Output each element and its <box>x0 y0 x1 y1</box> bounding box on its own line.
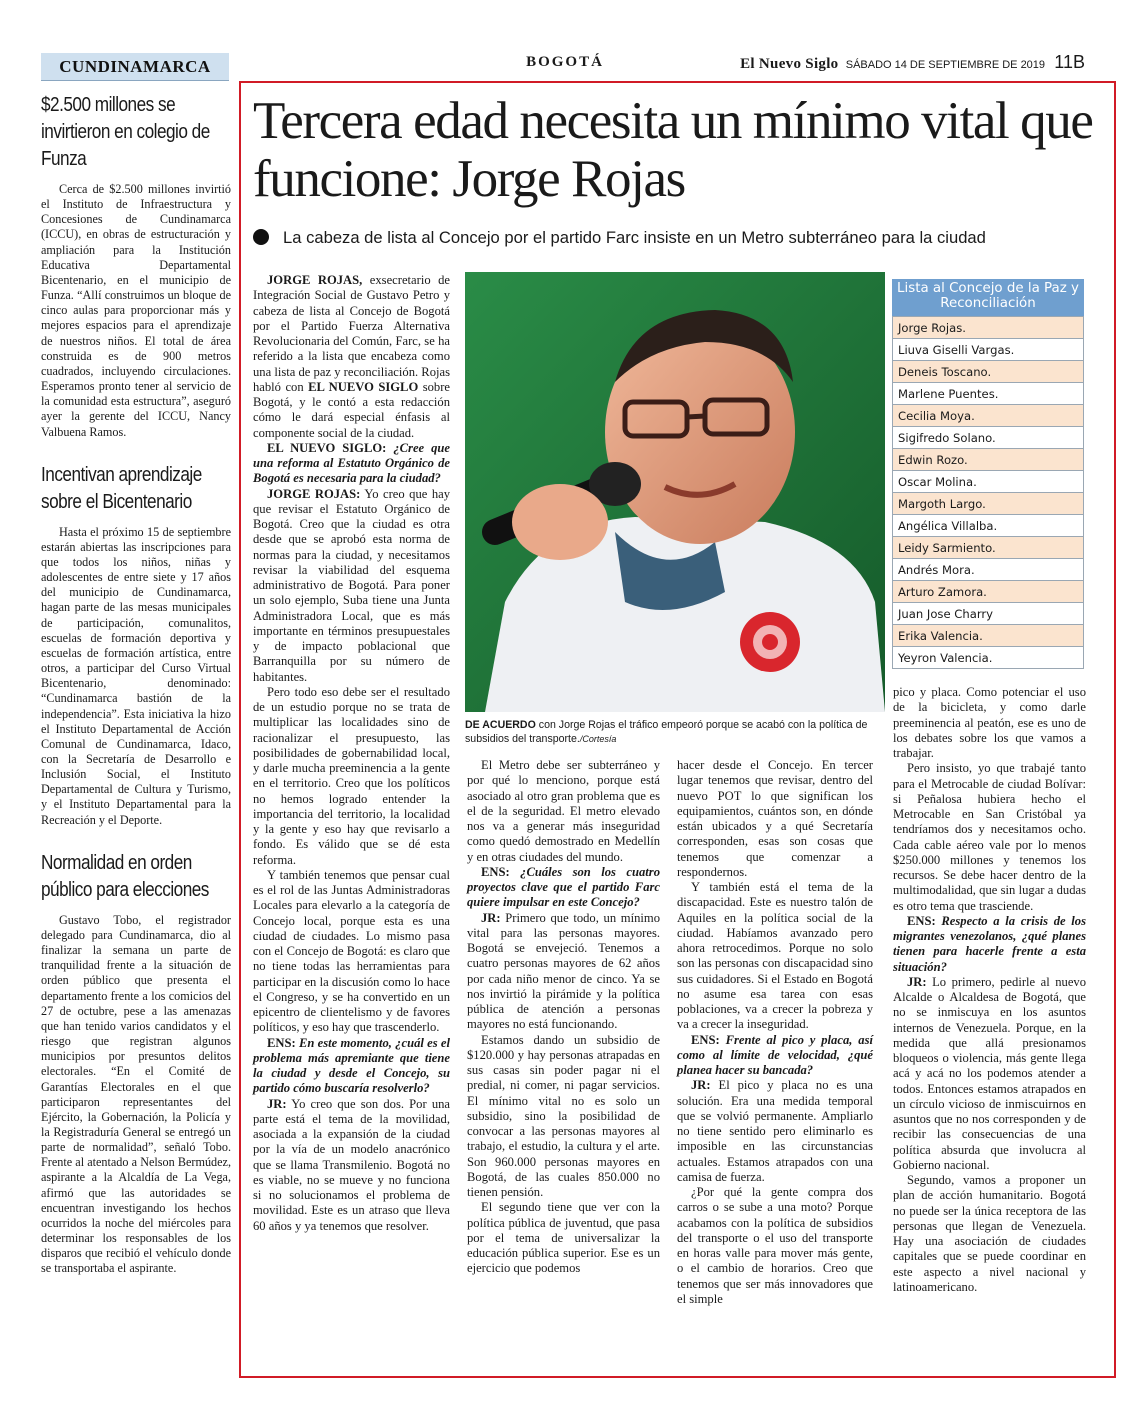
paragraph: El Metro debe ser subterráneo y por qué lo menciono, porque está asociado al otro gran problema que es el de la seguridad. El metro elevado nos va a generar más inseguridad como quedó demostrado en Medellín y en otras ciudades del mundo. <box>467 758 660 864</box>
list-item <box>893 515 1084 537</box>
caption-lead: DE ACUERDO <box>465 719 536 731</box>
list-item <box>893 625 1084 647</box>
brief-bicentenario <box>41 462 231 828</box>
candidate-name: Angélica Villalba. <box>893 515 1084 537</box>
paragraph: Segundo, vamos a proponer un plan de acción humanitario. Bogotá no puede ser la única receptora de las personas que llegan de Venezuela. Hay una asociación de ciudades capitales que se puede coordinar en este aspecto a nivel nacional y latinoamericano. <box>893 1173 1086 1294</box>
issue-date: SÁBADO 14 DE SEPTIEMBRE DE 2019 <box>845 59 1046 71</box>
candidate-list-box <box>892 279 1084 669</box>
article-column-1 <box>253 273 450 1234</box>
brief-body: Cerca de $2.500 millones invirtió el Instituto de Infraestructura y Concesiones de Cundinamarca (ICCU), en obras de estructuración y ampliación para la Institución Educativa Departamental Bicentenario, en el municipio de Funza. “Allí construimos un bloque de cinco aulas para proporcionar más y mejores espacios para el aprendizaje de nuestros niños. El total de área construida es de 900 metros cuadrados, incluyendo circulaciones. Esperamos pronto tener al servicio de la comunidad esta estructura”, aseguró ayer la gerente del ICCU, Nancy Valbuena Ramos. <box>41 182 231 439</box>
answer-2 <box>253 1097 450 1234</box>
speaker-label: JR: <box>907 974 927 989</box>
answer-text: El pico y placa no es una solución. Era una medida temporal que se volvió permanente. Ampliarlo no tiene sentido pero eliminarlo es imposible en las circunstancias actuales. Estamos atrapados con una camisa de fuerza. <box>677 1078 873 1184</box>
brief-funza <box>41 92 231 440</box>
candidate-list-title: Lista al Concejo de la Paz y Reconciliación <box>892 279 1084 316</box>
paragraph: pico y placa. Como potenciar el uso de la bicicleta, y como darle preeminencia al peatón, ese es uno de los debates sobre los que vamos a trabajar. <box>893 685 1086 760</box>
article-subhead <box>253 228 1103 248</box>
answer-5 <box>893 975 1086 1173</box>
speaker-label: ENS: <box>481 864 510 879</box>
list-item <box>893 603 1084 625</box>
brief-title: Normalidad en orden público para elecciones <box>41 851 209 901</box>
speaker-label: JR: <box>267 1096 287 1111</box>
speaker-label: ENS: <box>267 1035 296 1050</box>
list-item <box>893 471 1084 493</box>
answer-text: Lo primero, pedirle al nuevo Alcalde o Alcaldesa de Bogotá, que no se inmiscuya en los asuntos internos de Venezuela. Porque, en la medida que allá presionamos bloqueos o violencia, más gente llega acá y acá no los podemos atender a todos. Entonces estamos atrapados en un círculo vicioso de inmiscuirnos en asuntos que no nos corresponden y de recibir las consecuencias de una política absurda que involucra al Gobierno nacional. <box>893 974 1086 1172</box>
news-briefs-column <box>41 92 231 1289</box>
question-text: ¿Cree que una reforma al Estatuto Orgánico de Bogotá es necesaria para la ciudad? <box>253 440 450 486</box>
list-item <box>893 317 1084 339</box>
question-1 <box>253 441 450 487</box>
paragraph: Estamos dando un subsidio de $120.000 y hay personas atrapadas en sus casas sin poder pagar ni el predial, ni comer, ni pagar servicios. El mínimo vital no es solo un subsidio, sino la posibilidad de convocar a las personas mayores al trabajo, el estudio, la cultura y el arte. Son 960.000 personas mayores en Bogotá, de las cuales 850.000 no tienen pensión. <box>467 1032 660 1199</box>
question-5 <box>893 914 1086 975</box>
paragraph: Pero todo eso debe ser el resultado de un estudio porque no se trata de multiplicar las localidades sino de racionalizar el presupuesto, las posibilidades de gobernabilidad local, y darle mucha preeminencia a la gente en el territorio. Creo que los políticos no hemos logrado entender la importancia del territorio, la localidad y la gente y eso hay que revisarlo a fondo. Es válido que se dé esta reforma. <box>253 684 450 867</box>
list-item <box>893 339 1084 361</box>
candidate-name: Yeyron Valencia. <box>893 647 1084 669</box>
article-column-2 <box>467 758 660 1277</box>
speaker-label: ENS: <box>907 913 936 928</box>
candidate-name: Andrés Mora. <box>893 559 1084 581</box>
speaker-label: ENS: <box>691 1032 720 1047</box>
page-number: 11B <box>1054 52 1085 72</box>
section-center-label: BOGOTÁ <box>526 54 604 70</box>
answer-1 <box>253 487 450 685</box>
brief-title: $2.500 millones se invirtieron en colegio de Funza <box>41 94 210 170</box>
list-item <box>893 361 1084 383</box>
candidate-name: Cecilia Moya. <box>893 405 1084 427</box>
answer-text: Primero que todo, un mínimo vital para las personas mayores. Bogotá se envejeció. Tenemos a cuatro personas mayores de 62 años por cada niño menor de cinco. Ya se nos invirtió la pirámide y la política pública de atención a personas mayores no está funcionando. <box>467 910 660 1032</box>
article-headline: Tercera edad necesita un mínimo vital que funcione: Jorge Rojas <box>253 92 1093 208</box>
photo-caption <box>465 718 885 746</box>
candidate-name: Liuva Giselli Vargas. <box>893 339 1084 361</box>
subhead-text: La cabeza de lista al Concejo por el partido Farc insiste en un Metro subterráneo para la ciudad <box>283 228 986 247</box>
list-item <box>893 493 1084 515</box>
question-3 <box>467 865 660 911</box>
answer-text: Yo creo que son dos. Por una parte está el tema de la movilidad, asociada a la expansión de la ciudad por la vía de un modelo anacrónico que se llama Transmilenio. Bogotá no es viable, no se mueve y no funciona si no solucionamos el problema de movilidad. Este es un atraso que lleva 60 años y ya tenemos que resolver. <box>253 1096 450 1233</box>
answer-text: Yo creo que hay que revisar el Estatuto Orgánico de Bogotá. Creo que la ciudad es otra desde que se aprobó esta norma de normas para la ciudad, y necesitamos revisar la viabilidad del esquema administrativo de Bogotá. Para poner un solo ejemplo, Suba tiene una Junta Administradora Local, que es más importante en términos presupuestales y de impacto poblacional que Barranquilla por su número de habitantes. <box>253 486 451 684</box>
masthead <box>740 52 1085 73</box>
answer-4 <box>677 1078 873 1185</box>
paragraph: Pero insisto, yo que trabajé tanto para el Metrocable de ciudad Bolívar: si Peñalosa hubiera hecho el Metrocable en San Cristóbal ya tendríamos dos y necesitamos ocho. Cada cable aéreo vale por lo menos $250.000 millones y tenemos los recursos. Se debe hacer dentro de la multimodalidad, que sin lugar a dudas es otro tema que trasciende. <box>893 761 1086 913</box>
paragraph: hacer desde el Concejo. En tercer lugar tenemos que revisar, dentro del nuevo POT lo que significan los equipamientos, cuántos son, en dónde están ubicados y a qué Secretaría corresponden, esas son cosas que tenemos que comenzar a respondernos. <box>677 758 873 879</box>
article-column-4 <box>893 685 1086 1295</box>
candidate-name: Deneis Toscano. <box>893 361 1084 383</box>
list-item <box>893 559 1084 581</box>
photo-credit: /Cortesía <box>579 734 617 744</box>
question-text: ¿Cuáles son los cuatro proyectos clave que el partido Farc quiere impulsar en este Concejo? <box>467 864 660 910</box>
speaker-label: JORGE ROJAS: <box>267 486 361 501</box>
section-tag: CUNDINAMARCA <box>41 53 229 81</box>
brief-elecciones <box>41 850 231 1277</box>
brief-title: Incentivan aprendizaje sobre el Bicentenario <box>41 463 202 513</box>
list-item <box>893 581 1084 603</box>
caption-text: con Jorge Rojas el tráfico empeoró porque se acabó con la política de subsidios del transporte. <box>465 719 868 745</box>
candidate-name: Oscar Molina. <box>893 471 1084 493</box>
candidate-name: Edwin Rozo. <box>893 449 1084 471</box>
question-text: En este momento, ¿cuál es el problema más apremiante que tiene la ciudad y desde el Concejo, su partido cómo buscaría resolverlo? <box>253 1035 450 1096</box>
newspaper-name: El Nuevo Siglo <box>740 56 839 72</box>
speaker-label: JR: <box>481 910 501 925</box>
speaker-label: JR: <box>691 1078 711 1093</box>
list-item <box>893 449 1084 471</box>
brief-body: Hasta el próximo 15 de septiembre estarán abiertas las inscripciones para que todos los niños, niñas y adolescentes de entre siete y 17 años del municipio de Cundinamarca, hagan parte de las mesas municipales de participación, comunalitos, escuelas de formación deportiva y escuelas de formación artística, entre otros, a participar del Curso Virtual Bicentenario, denominado: “Cundinamarca bastión de la independencia”. Esta iniciativa la hizo el Instituto Departamental de Acción Comunal de Cundinamarca, Idaco, con la Secretaría de Desarrollo e Inclusión Social, el Instituto Departamental de Cultura y Turismo, y el Instituto Departamental para la Recreación y el Deporte. <box>41 524 231 827</box>
question-4 <box>677 1033 873 1079</box>
list-item <box>893 427 1084 449</box>
lead-end: sobre Bogotá, y le contó a esta redacción cómo le dará especial énfasis al componente social de la ciudad. <box>253 379 450 440</box>
article-column-3 <box>677 758 873 1307</box>
list-item <box>893 537 1084 559</box>
list-item <box>893 405 1084 427</box>
candidate-name: Margoth Largo. <box>893 493 1084 515</box>
lead-paragraph <box>253 273 450 441</box>
candidate-name: Marlene Puentes. <box>893 383 1084 405</box>
list-item <box>893 383 1084 405</box>
candidate-name: Jorge Rojas. <box>893 317 1084 339</box>
portrait-illustration <box>465 272 885 712</box>
candidate-name: Leidy Sarmiento. <box>893 537 1084 559</box>
list-item <box>893 647 1084 669</box>
article-photo <box>465 272 885 712</box>
question-text: Frente al pico y placa, así como al límite de velocidad, ¿qué planea hacer su bancada? <box>677 1032 873 1077</box>
candidate-name: Erika Valencia. <box>893 625 1084 647</box>
question-2 <box>253 1036 450 1097</box>
answer-3 <box>467 911 660 1033</box>
lead-paper: EL NUEVO SIGLO <box>308 379 419 394</box>
candidate-name: Arturo Zamora. <box>893 581 1084 603</box>
lead-name: JORGE ROJAS, <box>267 273 363 287</box>
brief-body: Gustavo Tobo, el registrador delegado para Cundinamarca, dio al finalizar la semana un parte de tranquilidad frente a la situación de orden público que presenta el departamento frente a los comicios del 27 de octubre, pese a las amenazas que han tenido varios candidatos y el riesgo que registran algunos municipios por presuntos delitos electorales. “En el Comité de Garantías Electorales en el que participaron representantes del Ejército, la Gobernación, la Policía y la Registraduría General se entregó un parte de normalidad”, señaló Tobo. Frente al atentado a Nelson Bermúdez, aspirante a la Alcaldía de La Vega, afirmó que las autoridades se encuentran investigando los hechos ocurridos la noche del miércoles para determinar los responsables de los disparos que recibió el vehículo donde se transportaba el aspirante. <box>41 912 231 1276</box>
candidate-name: Sigifredo Solano. <box>893 427 1084 449</box>
candidate-list-table <box>892 316 1084 669</box>
lead-text: exsecretario de Integración Social de Gustavo Petro y cabeza de lista al Concejo de Bogotá por el Partido Fuerza Alternativa Revolucionaria del Común, Farc, se ha referido a la lista que encabeza como una lista de paz y reconciliación. Rojas habló con <box>253 273 451 394</box>
paragraph: Y también está el tema de la discapacidad. Este es nuestro talón de Aquiles en la política social de la ciudad. Habíamos avanzado pero ahora retrocedimos. Porque no solo son las personas con discapacidad sino sus cuidadores. Si el Estado en Bogotá no asume esa tarea con esas poblaciones, va a crecer la pobreza y va a crecer la inseguridad. <box>677 880 873 1032</box>
paragraph: El segundo tiene que ver con la política pública de juventud, que pasa por el tema de universalizar la educación pública superior. Ese es un ejercicio que podemos <box>467 1200 660 1276</box>
paragraph: Y también tenemos que pensar cual es el rol de las Juntas Administradoras Locales para elevarlo a la categoría de Concejo local, porque esta es una ciudad de ciudades. Lo mismo pasa con el Concejo de Bogotá: es claro que no tiene todas las herramientas para participar en la discusión como lo hace el Congreso, y se ha convertido en un epicentro de clientelismo y de favores políticos, y eso hay que trascenderlo. <box>253 867 450 1035</box>
paragraph: ¿Por qué la gente compra dos carros o se sube a una moto? Porque acabamos con la política de subsidios del transporte o el uso del transporte en horas valle para mover más gente, o el cambio de horarios. Creo que tenemos que ser más innovadores que el simple <box>677 1185 873 1306</box>
speaker-label: EL NUEVO SIGLO: <box>267 440 387 455</box>
question-text: Respecto a la crisis de los migrantes venezolanos, ¿qué planes tienen para hacerle frente a esta situación? <box>893 913 1086 974</box>
candidate-name: Juan Jose Charry <box>893 603 1084 625</box>
bullet-icon <box>253 229 269 245</box>
